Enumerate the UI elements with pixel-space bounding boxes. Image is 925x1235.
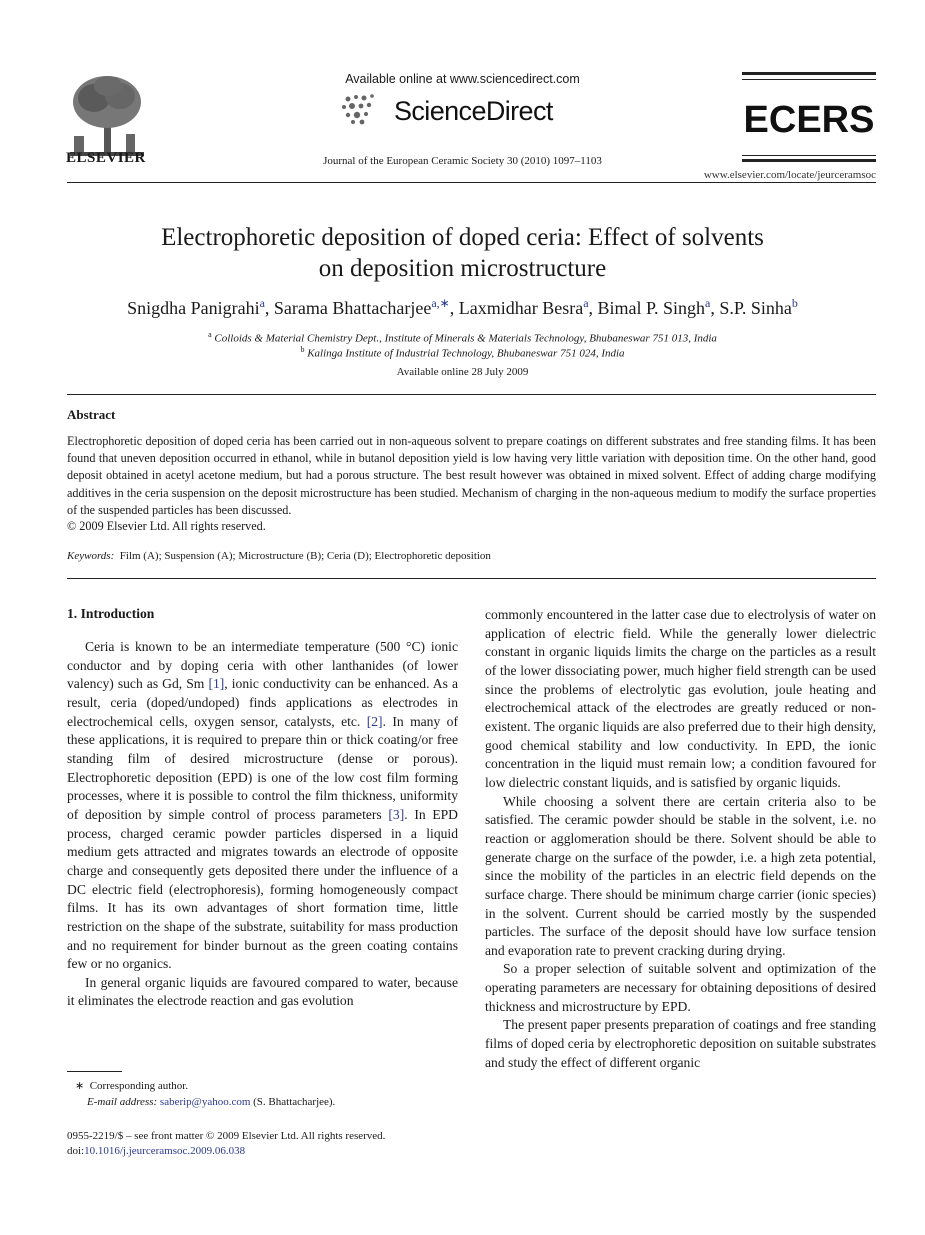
front-matter-line: 0955-2219/$ – see front matter © 2009 Elsevier Ltd. All rights reserved. (67, 1130, 386, 1142)
section-heading-introduction: 1. Introduction (67, 606, 155, 621)
ecers-logo-text: ECERS (743, 99, 875, 141)
abstract-text: Electrophoretic deposition of doped ceria has been carried out in non-aqueous solvent to prepare coatings on different substrates and free standing films. It has been found that uneven deposition occurred in ethanol, while in butanol deposition yield is low having very little variation with deposition time. On the other hand, good deposit obtained in acetyl acetone medium, but had a porous structure. The best result however was obtained in mixed solvent. Effect of adding charge modifying additives in the ceria suspension on the deposit microstructure has been studied. Mechanism of charging in the non-aqueous medium to modify the surface properties of the suspended particles has been discussed. (67, 434, 876, 517)
author-name[interactable]: Snigdha Panigrahi (127, 298, 260, 318)
author-affiliation-mark[interactable]: a (259, 296, 265, 310)
affiliation-a: $^a$ Colloids & Material Chemistry Dept., Institute of Minerals & Materials Technology, Bhubaneswar 751 013, India (208, 330, 717, 345)
author-affiliation-mark[interactable]: a,∗ (431, 296, 450, 310)
publisher-name: ELSEVIER (66, 150, 146, 166)
left-column (67, 638, 458, 1011)
available-online-line: Available online at www.sciencedirect.com (345, 72, 580, 86)
journal-citation: Journal of the European Ceramic Society 30 (2010) 1097–1103 (323, 155, 602, 167)
email-note: E-mail address: saberip@yahoo.com (S. Bhattacharjee). (87, 1096, 336, 1108)
keywords: Keywords: Film (A); Suspension (A); Microstructure (B); Ceria (D); Electrophoretic deposition (67, 550, 491, 562)
abstract-bottom-divider (67, 578, 876, 579)
paragraph: So a proper selection of suitable solvent and optimization of the operating parameters are necessary for obtaining depositions of desired thickness and microstructure by EPD. (485, 961, 876, 1014)
author-name[interactable]: Laxmidhar Besra (458, 298, 584, 318)
corresponding-author-note: ∗ Corresponding author. (75, 1080, 189, 1092)
title-line-2: on deposition microstructure (318, 255, 607, 282)
paragraph: While choosing a solvent there are certain criteria also to be satisfied. The ceramic powder should be stable in the solvent, i.e. no reaction or agglomeration should be there. Solvent should be able to generate charge on the surface of the powder, i.e. a high zeta potential, since the mobility of the particles in an electric field depends on the surface charge. There should be minimum charge carrier (ionic species) in the solvent. Current should be carried mostly by the suspended particles. The surface of the deposit should have low surface tension and evaporation rate to prevent cracking during drying. (485, 793, 876, 958)
author-affiliation-mark[interactable]: a (705, 296, 711, 310)
citation-link[interactable]: [3] (388, 806, 405, 822)
author-list: Snigdha Panigrahi$^a$, Sarama Bhattacharjee$^{a,∗}$, Laxmidhar Besra$^a$, Bimal P. Singh$^a$, S.P. Sinha$^b$ (127, 296, 798, 318)
journal-url[interactable]: www.elsevier.com/locate/jeurceramsoc (703, 169, 876, 181)
author-affiliation-mark[interactable]: a (583, 296, 589, 310)
abstract-top-divider (67, 394, 876, 395)
author-name[interactable]: Bimal P. Singh (597, 298, 706, 318)
citation-link[interactable]: [2] (366, 713, 383, 729)
title-line-1: Electrophoretic deposition of doped ceria: Effect of solvents (161, 224, 764, 251)
doi-line: doi:10.1016/j.jeurceramsoc.2009.06.038 (67, 1145, 246, 1157)
footnote-divider (67, 1071, 122, 1072)
email-link[interactable]: saberip@yahoo.com (159, 1096, 251, 1108)
right-column (485, 606, 876, 1072)
sciencedirect-wordmark: ScienceDirect (394, 96, 553, 126)
author-name[interactable]: Sarama Bhattacharjee (273, 298, 432, 318)
sciencedirect-dots-icon (340, 93, 380, 125)
citation-link[interactable]: [1] (208, 676, 225, 692)
paragraph: Ceria is known to be an intermediate temperature (500 °C) ionic conductor and by doping ceria with other lanthanides (of lower valency) such as Gd, Sm [1], ionic conductivity can be enhanced. As a result, ceria (doped/undoped) finds applications as electrodes in electrochemical cells, oxygen sensor, catalysts, etc. [2]. In many of these applications, it is required to prepare thin or thick coating/or free standing film of desired microstructure (dense or porous). Electrophoretic deposition (EPD) is one of the low cost film forming processes, where it is possible to control the film thickness, uniformity of deposition by simple control of process parameters [3]. In EPD process, charged ceramic powder particles dispersed in a liquid medium gets attracted and migrates towards an electrode of opposite charge and consequently gets deposited there under the influence of a DC electric field (electrophoresis), forming homogeneously compact films. It has its own advantages of short formation time, little restriction on the shape of the substrate, suitability for mass production and no requirement for binder burnout as the green coating contains few or no organics. (67, 639, 458, 972)
paragraph: In general organic liquids are favoured compared to water, because it eliminates the electrode reaction and gas evolution (67, 974, 458, 1009)
paragraph: The present paper presents preparation of coatings and free standing films of doped ceria by electrophoretic deposition on suitable substrates and study the effect of different organic (485, 1017, 876, 1070)
article-title (0, 222, 925, 284)
paragraph: commonly encountered in the latter case due to electrolysis of water on application of electric field. While the generally lower dielectric constant in organic liquids limits the charge on the particles as a result of the lower dissociating power, much higher field strength can be used since the problems of electrolytic gas evolution, joule heating and electrochemical attack of the electrodes are greatly reduced or non-existent. The organic liquids are also preferred due to their high density, good chemical stability and low conductivity. In EPD, the ionic concentration in the liquid must remain low; a condition favoured for low dielectric constant liquids, and is satisfied by organic liquids. (485, 607, 876, 790)
ecers-logo-icon (742, 72, 876, 172)
author-affiliation-mark[interactable]: b (791, 296, 798, 310)
doi-link[interactable]: 10.1016/j.jeurceramsoc.2009.06.038 (84, 1145, 246, 1157)
header-divider (67, 182, 876, 183)
affiliation-b: $^b$ Kalinga Institute of Industrial Technology, Bhubaneswar 751 024, India (300, 345, 625, 360)
author-name[interactable]: S.P. Sinha (719, 298, 792, 318)
abstract-heading: Abstract (67, 407, 116, 422)
abstract-copyright: © 2009 Elsevier Ltd. All rights reserved. (67, 519, 266, 533)
available-date: Available online 28 July 2009 (396, 366, 529, 378)
